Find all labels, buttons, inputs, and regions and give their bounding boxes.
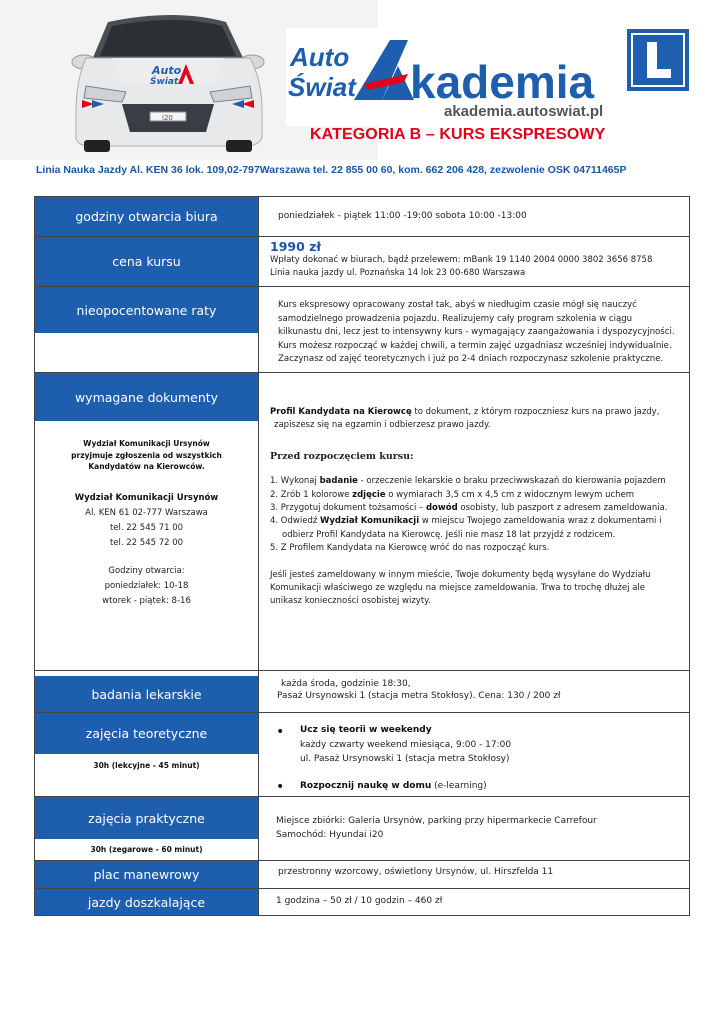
svg-text:Auto: Auto [290,42,350,72]
step-5: 5. Z Profilem Kandydata na Kierowcę wróć do nas rozpocząć kurs. [270,543,550,554]
label-practice: zajęcia praktyczne [35,797,258,839]
row-documents [35,373,689,671]
l-learner-sign-icon [627,29,689,91]
course-title: KATEGORIA B – KURS EKSPRESOWY [310,126,606,143]
theory-hours: 30h (lekcyjne - 45 minut) [93,761,200,770]
logo-akademia-text: kademia [410,56,595,108]
label-yard: plac manewrowy [35,861,258,888]
row-extra-lessons [35,889,689,915]
label-theory: zajęcia teoretyczne [35,713,258,754]
label-extra-lessons: jazdy doszkalające [35,889,258,915]
row-price [35,237,689,287]
svg-text:Auto: Auto [152,64,182,77]
svg-text:Świat: Świat [288,72,356,102]
course-info-table [34,196,690,916]
row-yard [35,861,689,889]
row-medical [35,671,689,713]
step-2: 2. Zrób 1 kolorowe zdjęcie o wymiarach 3,5 cm x 4,5 cm z widocznym lewym uchem [270,489,635,500]
svg-text:akademia.autoswiat.pl: akademia.autoswiat.pl [444,103,604,120]
traffic-office-info: Wydział Komunikacji Ursynów przyjmuje zgłoszenia od wszystkich Kandydatów na Kierowców. Wydział Komunikacji Ursynów Al. KEN 61 02-777 Warszawa tel. 22 545 71 00 tel. 22 545 72 00 Godziny otwarcia: poniedziałek: 10-18 wtorek - piątek: 8-16 [71,439,222,606]
akademia-logo [286,28,608,126]
row-office-hours [35,197,689,237]
label-office-hours: godziny otwarcia biura [35,197,258,236]
documents-description: Profil Kandydata na Kierowcę to dokument, z którym rozpoczniesz kurs na prawo jazdy, zapiszesz się na egzamin i odbierzesz prawo jazdy. Przed rozpoczęciem kursu: 1. Wykonaj badanie - orzeczenie lekarskie o braku przeciwwskazań do kierowania pojazdem 2. Zrób 1 kolorowe zdjęcie o wymiarach 3,5 cm x 4,5 cm z widocznym lewym uchem 3. Przygotuj dokument tożsamości – dowód osobisty, lub paszport z adresem zameldowania. 4. Odwiedź Wydział Komunikacji w miejscu Twojego zameldowania wraz z dokumentami i odbierz Profil Kandydata na Kierowcę. Jeśli nie masz 18 lat przyjdź z rodzicem. 5. Z Profilem Kandydata na Kierowcę wróć do nas rozpocząć kurs. Jeśli jesteś zameldowany w innym mieście, Twoje dokumenty będą wysyłane do Wydziału Komunikacji właściwego ze względu na miejsce zameldowania. Trwa to trochę dłużej ale unikasz konieczności osobistej wizyty. [260,373,689,670]
medical-value: każda środa, godzinie 18:30, Pasaż Ursynowski 1 (stacja metra Stokłosy). Cena: 130 / 200 zł [277,679,561,701]
installments-description: Kurs ekspresowy opracowany został tak, abyś w niedługim czasie mógł się nauczyć samodzielnego prowadzenia pojazdu. Realizujemy cały program szkolenia w ciągu kilkunastu dni, lecz jest to intensywny kurs - wymagający zaangażowania i dyspozycyjności. Kurs możesz rozpocząć w każdej chwili, a termin zajęć uzgadniasz wcześniej indywidualnie. Zaczynasz od zajęć teoretycznych i już po 2-4 dniach rozpoczynasz szkolenie praktyczne. [278,300,675,365]
label-documents: wymagane dokumenty [35,373,258,421]
step-1: 1. Wykonaj badanie - orzeczenie lekarskie o braku przeciwwskazań do kierowania pojazdem [270,476,666,487]
row-installments [35,287,689,373]
practice-value: Miejsce zbiórki: Galeria Ursynów, parking przy hipermarkecie Carrefour Samochód: Hyundai i20 [276,816,597,840]
row-practice [35,797,689,861]
yard-value: przestronny wzorcowy, oświetlony Ursynów, ul. Hirszfelda 11 [278,867,554,877]
extra-lessons-value: 1 godzina – 50 zł / 10 godzin – 460 zł [276,896,443,906]
before-course-heading: Przed rozpoczęciem kursu: [270,450,414,462]
school-contact-line: Linia Nauka Jazdy Al. KEN 36 lok. 109,02-797Warszawa tel. 22 855 00 60, kom. 662 206 428, zezwolenie OSK 04711465P [36,164,627,176]
row-theory [35,713,689,797]
label-installments: nieopocentowane raty [35,287,258,333]
label-medical: badania lekarskie [35,676,258,712]
step-3: 3. Przygotuj dokument tożsamości – dowód osobisty, lub paszport z adresem zameldowania. [270,503,668,514]
step-4: 4. Odwiedź Wydział Komunikacji w miejscu Twojego zameldowania wraz z dokumentami i [270,516,662,527]
price-amount: 1990 zł [270,239,322,254]
label-price: cena kursu [35,237,258,286]
office-hours-value: poniedziałek - piątek 11:00 -19:00 sobota 10:00 -13:00 [278,211,527,221]
svg-text:Świat: Świat [150,77,179,87]
theory-value: • Ucz się teorii w weekendy każdy czwarty weekend miesiąca, 9:00 - 17:00 ul. Pasaż Ursynowski 1 (stacja metra Stokłosy) • Rozpocznij naukę w domu (e-learning) [276,724,512,795]
practice-hours: 30h (zegarowe - 60 minut) [90,845,203,854]
price-payment-address: Linia nauka jazdy ul. Poznańska 14 lok 23 00-680 Warszawa [270,267,526,278]
price-payment-info: Wpłaty dokonać w biurach, bądź przelewem: mBank 19 1140 2004 0000 3802 3656 8758 [270,254,653,265]
svg-text:i20: i20 [162,114,173,122]
